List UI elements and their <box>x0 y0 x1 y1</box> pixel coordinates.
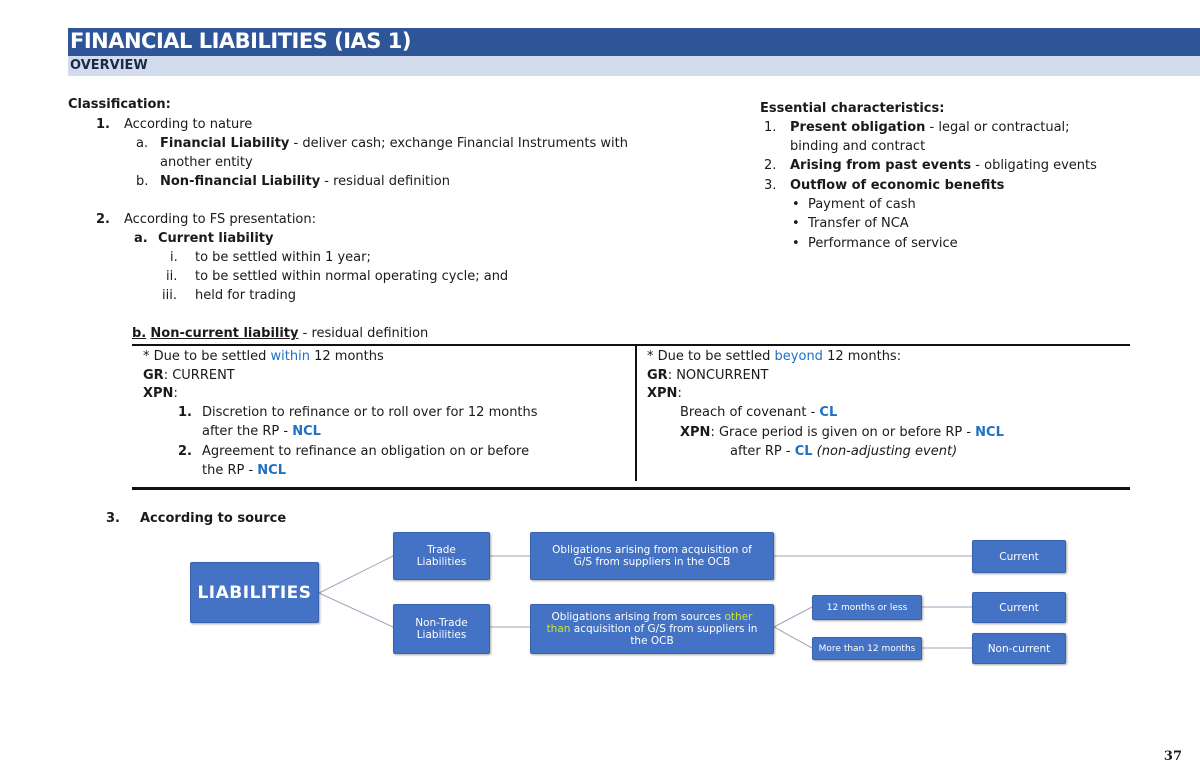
label: XPN <box>680 425 711 440</box>
item-number: 1. <box>96 117 110 132</box>
term-noncurrent-liability: Non-current liability <box>150 326 299 341</box>
item-number: 2. <box>96 212 110 227</box>
bullet-text: Payment of cash <box>807 197 916 212</box>
bullet-item: • Transfer of NCA <box>792 216 909 231</box>
definition-cont: binding and contract <box>790 139 926 154</box>
non-trade-description-node <box>530 604 774 654</box>
current-node: Current <box>972 592 1066 623</box>
node-text: Obligations arising from acquisition of <box>552 544 752 556</box>
node-text <box>547 623 758 635</box>
classification-heading: Classification: <box>68 97 171 112</box>
label: XPN <box>647 386 678 401</box>
node-text: Liabilities <box>416 629 467 641</box>
term: Financial Liability <box>160 136 290 151</box>
text: Obligations arising from sources <box>551 611 725 623</box>
more-than-twelve-months-node: More than 12 months <box>812 637 922 660</box>
term: Non-financial Liability <box>160 174 321 189</box>
label: GR <box>647 368 668 383</box>
roman-marker: ii. <box>166 269 178 284</box>
sub-marker: b. <box>136 174 149 189</box>
node-text <box>552 611 753 623</box>
item-number: 1. <box>764 120 777 135</box>
text: : <box>677 386 682 401</box>
page-number: 37 <box>1163 749 1182 764</box>
characteristic-3: Outflow of economic benefits <box>790 178 1005 193</box>
exception-text: Agreement to refinance an obligation on or before <box>202 444 530 459</box>
definition: - obligating events <box>971 158 1097 173</box>
term: Present obligation <box>790 120 926 135</box>
item-number: 1. <box>178 405 192 420</box>
item-number: 2. <box>178 444 192 459</box>
essential-heading: Essential characteristics: <box>760 101 945 116</box>
node-text: G/S from suppliers in the OCB <box>573 556 731 568</box>
text: : <box>173 386 178 401</box>
sub-marker: a. <box>136 136 149 151</box>
item-number: 3. <box>764 178 777 193</box>
page-title: FINANCIAL LIABILITIES (IAS 1) <box>70 29 411 53</box>
highlight: within <box>270 349 310 364</box>
bullet-text: Transfer of NCA <box>807 216 909 231</box>
sub-marker: b. <box>132 326 147 341</box>
highlight: than <box>546 623 571 635</box>
text: 12 months <box>309 349 384 364</box>
tag: CL <box>794 444 813 459</box>
text: after RP - <box>730 444 795 459</box>
tag: NCL <box>975 425 1004 440</box>
text: : CURRENT <box>163 368 235 383</box>
roman-marker: iii. <box>162 288 177 303</box>
text: * Due to be settled <box>143 349 271 364</box>
roman-text: held for trading <box>195 288 297 303</box>
text: acquisition of G/S from suppliers in <box>570 623 758 635</box>
sub-marker: a. <box>134 231 148 246</box>
note: (non-adjusting event) <box>812 444 958 459</box>
page-subtitle: OVERVIEW <box>70 58 148 73</box>
roman-marker: i. <box>170 250 178 265</box>
item-text: According to FS presentation: <box>124 212 316 227</box>
highlight: beyond <box>774 349 823 364</box>
connector <box>319 593 393 627</box>
definition-cont: another entity <box>160 155 253 170</box>
text: the RP - <box>202 463 258 478</box>
trade-liabilities-node <box>393 532 490 580</box>
highlight: other <box>724 611 753 623</box>
item-text: According to nature <box>124 117 253 132</box>
tag: NCL <box>257 463 287 478</box>
term-current-liability: Current liability <box>158 231 274 246</box>
roman-text: to be settled within normal operating cycle; and <box>195 269 509 284</box>
item-number: 3. <box>106 511 120 526</box>
connector <box>774 607 812 627</box>
node-text: the OCB <box>630 635 674 647</box>
definition: - deliver cash; exchange Financial Instruments with <box>289 136 628 151</box>
definition: - residual definition <box>320 174 450 189</box>
source-heading: According to source <box>140 511 287 526</box>
bullet-item: • Payment of cash <box>792 197 916 212</box>
text: 12 months: <box>822 349 902 364</box>
connector <box>319 556 393 593</box>
text: after the RP - <box>202 424 293 439</box>
term: Arising from past events <box>790 158 972 173</box>
liabilities-node: LIABILITIES <box>190 562 319 623</box>
tag: NCL <box>292 424 321 439</box>
definition: - legal or contractual; <box>925 120 1070 135</box>
item-number: 2. <box>764 158 777 173</box>
current-node: Current <box>972 540 1066 573</box>
connector <box>774 627 812 648</box>
tag: CL <box>819 405 838 420</box>
node-text: Non-Trade <box>415 617 468 629</box>
roman-text: to be settled within 1 year; <box>195 250 371 265</box>
non-trade-liabilities-node <box>393 604 490 654</box>
node-text: Trade <box>427 544 456 556</box>
definition: - residual definition <box>298 326 429 341</box>
twelve-months-or-less-node: 12 months or less <box>812 595 922 620</box>
text: Breach of covenant - <box>680 405 820 420</box>
trade-description-node <box>530 532 774 580</box>
exception-text: Discretion to refinance or to roll over for 12 months <box>202 405 538 420</box>
text: * Due to be settled <box>647 349 775 364</box>
node-text: Liabilities <box>416 556 467 568</box>
label: GR <box>143 368 164 383</box>
bullet-item: • Performance of service <box>792 236 958 251</box>
non-current-node: Non-current <box>972 633 1066 664</box>
label: XPN <box>143 386 174 401</box>
bullet-text: Performance of service <box>807 236 958 251</box>
text: : NONCURRENT <box>667 368 769 383</box>
text: : Grace period is given on or before RP - <box>710 425 976 440</box>
